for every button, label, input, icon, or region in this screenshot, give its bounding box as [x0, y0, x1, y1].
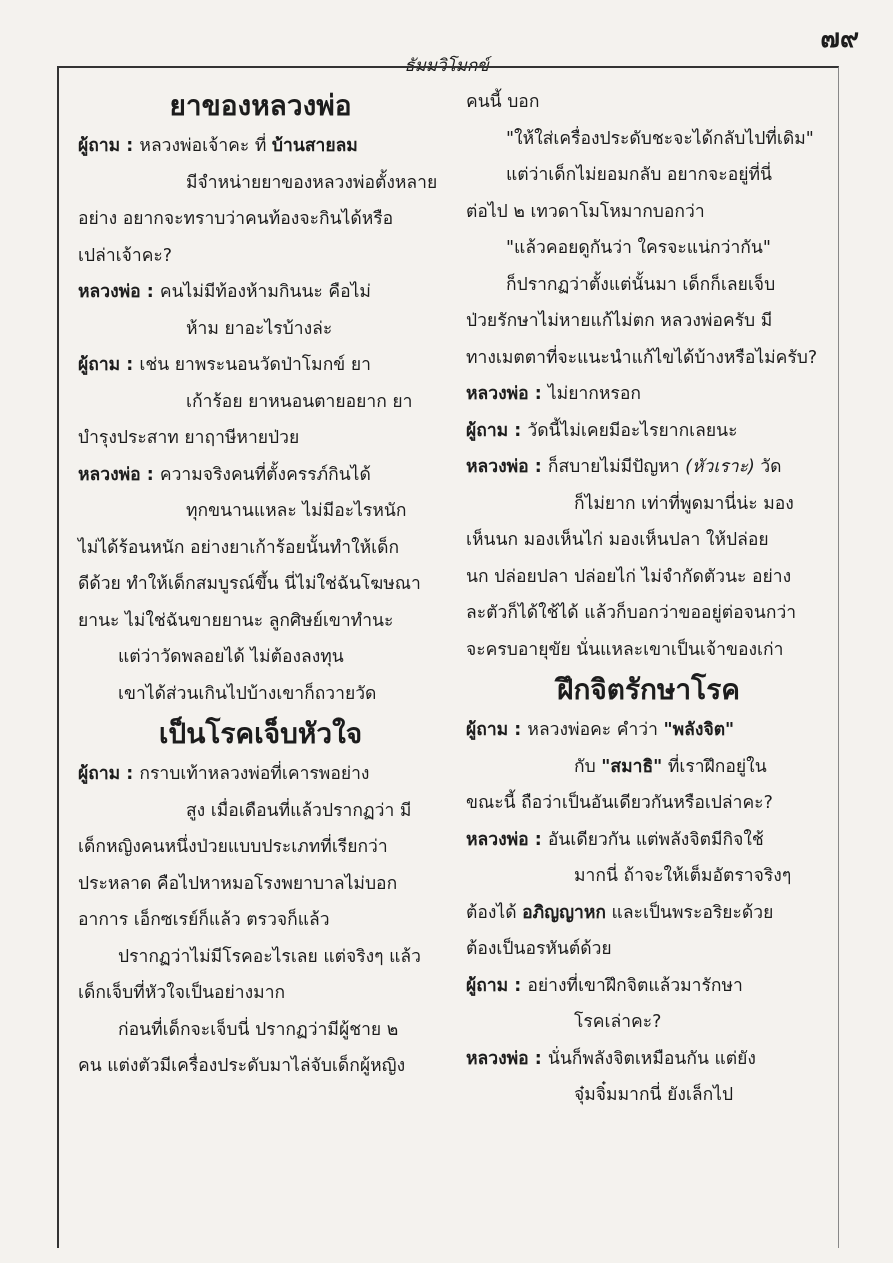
section-heading: เป็นโรคเจ็บหัวใจ	[158, 717, 363, 750]
text-line: อย่าง อยากจะทราบว่าคนท้องจะกินได้หรือ	[78, 209, 394, 229]
text-line: เก้าร้อย ยาหนอนตายอยาก ยา	[186, 391, 413, 412]
text-line: ขณะนี้ ถือว่าเป็นอันเดียวกันหรือเปล่าคะ?	[466, 793, 773, 813]
text-line: นก ปล่อยปลา ปล่อยไก่ ไม่จำกัดตัวนะ อย่าง	[466, 566, 792, 587]
text-line: ผู้ถาม : อย่างที่เขาฝึกจิตแล้วมารักษา	[466, 975, 743, 996]
text-line: หลวงพ่อ : คนไม่มีท้องห้ามกินนะ คือไม่	[78, 282, 371, 302]
text-line: มีจำหน่ายยาของหลวงพ่อตั้งหลาย	[186, 172, 438, 193]
left-column	[78, 84, 443, 1085]
text-line: ห้าม ยาอะไรบ้างล่ะ	[186, 318, 333, 339]
text-line: หลวงพ่อ : อันเดียวกัน แต่พลังจิตมีกิจใช้	[466, 829, 764, 850]
text-line: เด็กเจ็บที่หัวใจเป็นอย่างมาก	[78, 983, 286, 1003]
text-line: โรคเล่าคะ?	[574, 1012, 662, 1032]
text-line: มากนี่ ถ้าจะให้เต็มอัตราจริงๆ	[574, 866, 792, 886]
page-number: ๗๙	[820, 24, 859, 54]
text-line: แต่ว่าเด็กไม่ยอมกลับ อยากจะอยู่ที่นี่	[506, 165, 772, 185]
text-line: ก่อนที่เด็กจะเจ็บนี่ ปรากฏว่ามีผู้ชาย ๒	[118, 1019, 399, 1040]
section-heading: ยาของหลวงพ่อ	[169, 89, 352, 122]
text-line: ละตัวก็ได้ใช้ได้ แล้วก็บอกว่าขออยู่ต่อจนกว่า	[466, 603, 797, 623]
text-line: จุ๋มจิ๋มมากนี่ ยังเล็กไป	[574, 1085, 734, 1105]
section-heading: ฝึกจิตรักษาโรค	[557, 673, 740, 706]
text-line: ปรากฏว่าไม่มีโรคอะไรเลย แต่จริงๆ แล้ว	[118, 946, 421, 967]
text-line: ต่อไป ๒ เทวดาโมโหมากบอกว่า	[466, 201, 705, 222]
text-line: สูง เมื่อเดือนที่แล้วปรากฏว่า มี	[186, 800, 412, 821]
text-line: คนนี้ บอก	[466, 92, 540, 112]
text-line: ทางเมตตาที่จะแนะนำแก้ไขได้บ้างหรือไม่ครับ?	[466, 347, 818, 368]
text-line: ก็ไม่ยาก เท่าที่พูดมานี่น่ะ มอง	[574, 493, 794, 514]
text-line: หลวงพ่อ : ก็สบายไม่มีปัญหา (หัวเราะ) วัด	[466, 457, 782, 477]
text-line: ป่วยรักษาไม่หายแก้ไม่ตก หลวงพ่อครับ มี	[466, 311, 773, 331]
text-line: เขาได้ส่วนเกินไปบ้างเขาก็ถวายวัด	[118, 683, 377, 704]
text-line: ผู้ถาม : เช่น ยาพระนอนวัดป่าโมกข์ ยา	[78, 355, 371, 375]
text-line: อาการ เอ็กซเรย์ก็แล้ว ตรวจก็แล้ว	[78, 910, 330, 930]
text-line: ประหลาด คือไปหาหมอโรงพยาบาลไม่บอก	[78, 873, 398, 894]
running-header: ธัมมวิโมกข์	[0, 52, 893, 79]
text-line: เปล่าเจ้าคะ?	[78, 245, 173, 266]
text-line: ต้องได้ อภิญญาหก และเป็นพระอริยะด้วย	[466, 902, 774, 923]
text-line: หลวงพ่อ : ความจริงคนที่ตั้งครรภ์กินได้	[78, 464, 371, 485]
text-line: บำรุงประสาท ยาฤาษีหายป่วย	[78, 428, 300, 448]
text-line: จะครบอายุขัย นั่นแหละเขาเป็นเจ้าของเก่า	[466, 639, 784, 660]
text-line: ต้องเป็นอรหันต์ด้วย	[466, 939, 612, 959]
right-column	[466, 84, 831, 1114]
text-line: ผู้ถาม : วัดนี้ไม่เคยมีอะไรยากเลยนะ	[466, 420, 738, 441]
text-line: หลวงพ่อ : ไม่ยากหรอก	[466, 384, 641, 404]
text-line: ผู้ถาม : หลวงพ่อคะ คำว่า "พลังจิต"	[466, 720, 735, 740]
text-line: ทุกขนานแหละ ไม่มีอะไรหนัก	[186, 501, 407, 521]
text-line: ผู้ถาม : กราบเท้าหลวงพ่อที่เคารพอย่าง	[78, 764, 370, 784]
text-line: ผู้ถาม : หลวงพ่อเจ้าคะ ที่ บ้านสายลม	[78, 136, 358, 156]
text-line: เห็นนก มองเห็นไก่ มองเห็นปลา ให้ปล่อย	[466, 530, 769, 550]
text-line: หลวงพ่อ : นั่นก็พลังจิตเหมือนกัน แต่ยัง	[466, 1048, 756, 1069]
text-line: คน แต่งตัวมีเครื่องประดับมาไล่จับเด็กผู้หญิง	[78, 1056, 406, 1076]
text-line: ดีด้วย ทำให้เด็กสมบูรณ์ขึ้น นี่ไม่ใช่ฉันโฆษณา	[78, 574, 421, 594]
text-line: ไม่ได้ร้อนหนัก อย่างยาเก้าร้อยนั้นทำให้เด็ก	[78, 537, 400, 558]
text-line: แต่ว่าวัดพลอยได้ ไม่ต้องลงทุน	[118, 647, 344, 667]
text-line: "แล้วคอยดูกันว่า ใครจะแน่กว่ากัน"	[506, 238, 771, 258]
text-line: ก็ปรากฏว่าตั้งแต่นั้นมา เด็กก็เลยเจ็บ	[506, 274, 776, 295]
text-line: เด็กหญิงคนหนึ่งป่วยแบบประเภทที่เรียกว่า	[78, 837, 388, 857]
text-line: "ให้ใส่เครื่องประดับชะจะได้กลับไปที่เดิม"	[506, 128, 814, 149]
text-line: กับ "สมาธิ" ที่เราฝึกอยู่ใน	[574, 756, 767, 777]
text-line: ยานะ ไม่ใช่ฉันขายยานะ ลูกศิษย์เขาทำนะ	[78, 610, 394, 631]
